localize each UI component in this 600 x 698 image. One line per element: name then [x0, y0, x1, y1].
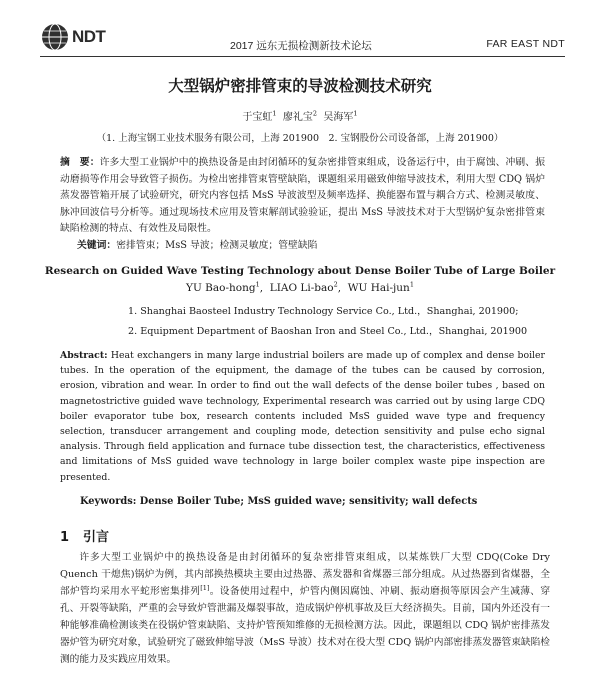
- affiliation-mark: 1: [409, 280, 414, 289]
- author-name: YU Bao-hong: [186, 282, 256, 294]
- authors-cn: [0, 108, 600, 123]
- conference-name: 2017 远东无损检测新技术论坛: [230, 40, 372, 52]
- authors-en: YU Bao-hong$^1$, LIAO Li-bao$^2$, WU Hai-jun$^1$: [186, 280, 414, 294]
- globe-logo-icon: [40, 22, 70, 52]
- author-name: 吴海军: [323, 112, 354, 123]
- abstract-label-cn: 摘 要：: [60, 157, 100, 168]
- keywords-label-cn: 关键词：: [77, 240, 117, 251]
- conference-logo: [40, 22, 105, 52]
- affiliation-mark: 2: [333, 280, 338, 289]
- author-name: 廖礼宝: [282, 112, 313, 123]
- author-name: LIAO Li-bao: [269, 282, 334, 294]
- affiliation-en-2: 2. Equipment Department of Baoshan Iron and Steel Co., Ltd.，Shanghai, 201900: [128, 326, 528, 337]
- intro-text: 许多大型工业锅炉中的换热设备是由封闭循环的复杂密排管束组成，以某炼铁厂大型 CDQ(Coke Dry Quench 干熄焦)锅炉为例，其内部换热模块主要由过热器、蒸发器和省煤器三部分组成。从过热器到省煤器，全部炉管均采用水平蛇形密集排列: [60, 552, 550, 597]
- paper-title-cn: 大型锅炉密排管束的导波检测技术研究: [168, 77, 432, 95]
- section-number: 1: [60, 530, 70, 545]
- affiliation-mark: 2: [312, 109, 318, 118]
- introduction-paragraph: [60, 549, 550, 668]
- affiliation-mark: 1: [353, 109, 358, 118]
- keywords-cn: [77, 237, 547, 251]
- intro-text-rest: 。设备使用过程中，炉管内侧因腐蚀、冲刷、振动磨损等原因会产生减薄、穿孔、开裂等缺陷，严重的会导致炉管泄漏及爆裂事故，造成锅炉停机事故及巨大经济损失。目前，国内外还没有一种能够准确检测该类在役锅炉管束缺陷、支持炉管预知维修的无损检测方法。因此，课题组以 CDQ 锅炉密排蒸发器炉管为研究对象，试验研究了磁致伸缩导波（MsS 导波）技术对在役大型 CDQ 锅炉内部密排蒸发器管束缺陷检测的能力及实践应用效果。: [60, 586, 551, 665]
- affiliation-mark: 1: [255, 280, 260, 289]
- abstract-text-en: Heat exchangers in many large industrial boilers are made up of complex and dense boiler tubes. In the operation of the equipment, the damage of the tubes can be caused by corrosion, erosion, vibration and wear. In order to find out the wall defects of the dense boiler tubes , based on magnetostrictive guided wave technology, Experimental research was carried out by using large CDQ boiler evaporator tube box, research contents included MsS guided wave type and frequency selection, transducer arrangement and coupling mode, detection sensitivity and pulse echo signal analysis. Through field application and furnace tube dissection test, the characteristics, effectiveness and limitations of MsS guided wave technology in large boiler complex waste pipe inspection are presented.: [60, 350, 545, 483]
- author-name: WU Hai-jun: [347, 282, 410, 294]
- keywords-text-cn: 密排管束；MsS 导波；检测灵敏度；管壁缺陷: [116, 240, 318, 251]
- abstract-label-en: Abstract:: [60, 350, 108, 361]
- journal-name: FAR EAST NDT: [486, 38, 565, 50]
- affiliations-cn: （1. 上海宝钢工业技术服务有限公司，上海 201900 2. 宝钢股份公司设备部，上海 201900）: [96, 133, 504, 144]
- abstract-en: [60, 348, 545, 485]
- abstract-cn: [60, 155, 545, 238]
- section-heading: [60, 526, 123, 545]
- abstract-text-cn: 许多大型工业锅炉中的换热设备是由封闭循环的复杂密排管束组成，设备运行中，由于腐蚀、冲刷、振动磨损等作用会导致管子损伤。为检出密排管束管壁缺陷，课题组采用磁致伸缩导波技术，利用大型 CDQ 锅炉蒸发器管箱开展了试验研究，研究内容包括 MsS 导波波型及频率选择、换能器布置与耦合方式、检测灵敏度、脉冲回波信号分析等。通过现场技术应用及管束解剖试验验证，提出 MsS 导波技术对于大型锅炉复杂密排管束缺陷检测的特点、有效性及局限性。: [60, 157, 546, 234]
- paper-title-en: Research on Guided Wave Testing Technology about Dense Boiler Tube of Large Boiler: [44, 265, 556, 277]
- citation-ref: [1]: [200, 583, 210, 592]
- affiliation-en-1: 1. Shanghai Baosteel Industry Technology Service Co., Ltd.，Shanghai, 201900;: [128, 306, 519, 317]
- keywords-en: Keywords: Dense Boiler Tube; MsS guided wave; sensitivity; wall defects: [80, 496, 478, 507]
- logo-text: NDT: [72, 27, 106, 46]
- author-name: 于宝虹: [242, 112, 273, 123]
- affiliation-mark: 1: [272, 109, 277, 118]
- section-title: 引言: [83, 530, 110, 545]
- page-header: [40, 16, 565, 57]
